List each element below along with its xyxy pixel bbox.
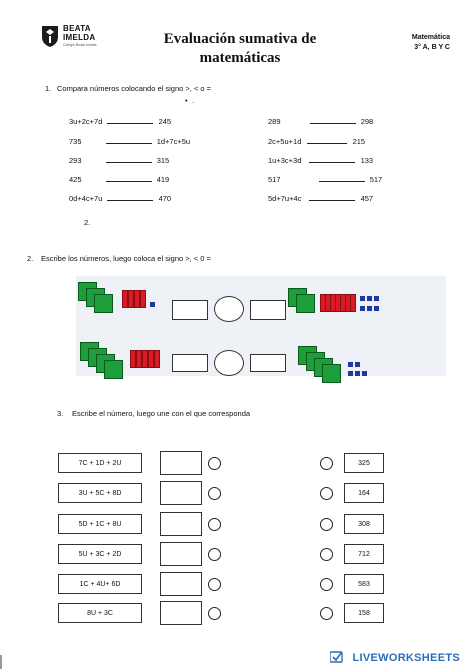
- liveworksheets-brand[interactable]: LIVEWORKSHEETS: [352, 652, 460, 664]
- compare-right-value: 517: [369, 175, 383, 184]
- hundreds-block: [296, 294, 315, 313]
- manipulatives-row: [76, 336, 446, 386]
- answer-blank[interactable]: [106, 142, 152, 144]
- answer-blank[interactable]: [309, 199, 355, 201]
- unit-cube: [362, 371, 367, 376]
- match-dot-left[interactable]: [208, 487, 221, 500]
- compare-row: [69, 117, 171, 126]
- expression-box: 7C + 1D + 2U: [58, 453, 142, 473]
- expression-box: 1C + 4U+ 6D: [58, 574, 142, 594]
- match-dot-left[interactable]: [208, 578, 221, 591]
- list-number: 2.: [84, 218, 91, 227]
- unit-cube: [150, 302, 155, 307]
- hundreds-block: [104, 360, 123, 379]
- liveworksheets-logo-icon: [330, 651, 344, 663]
- tens-bar: [140, 290, 146, 308]
- compare-left-value: 0d+4c+7u: [69, 194, 103, 203]
- unit-cube: [355, 371, 360, 376]
- school-logo-name: [63, 24, 95, 42]
- unit-cube: [367, 296, 372, 301]
- logo-line-2: IMELDA: [63, 33, 96, 42]
- q1-dot: .: [192, 96, 195, 105]
- q2-instruction: Escribe los números, luego coloca el signo >, < 0 =: [41, 254, 211, 263]
- unit-cube: [355, 362, 360, 367]
- answer-blank[interactable]: [106, 161, 152, 163]
- compare-left-value: 735: [69, 137, 82, 146]
- match-dot-right[interactable]: [320, 487, 333, 500]
- sign-answer-oval[interactable]: [214, 350, 244, 376]
- unit-cube: [348, 362, 353, 367]
- number-answer-box[interactable]: [172, 300, 208, 320]
- match-dot-right[interactable]: [320, 457, 333, 470]
- compare-row: [69, 156, 169, 165]
- number-answer-box[interactable]: [250, 354, 286, 372]
- compare-left-value: 5d+7u+4c: [268, 194, 302, 203]
- answer-box[interactable]: [160, 481, 202, 505]
- compare-right-value: 315: [156, 156, 170, 165]
- compare-row: [69, 137, 190, 146]
- compare-right-value: 298: [360, 117, 374, 126]
- compare-row: [268, 175, 382, 184]
- tens-bar: [350, 294, 356, 312]
- compare-left-value: 1u+3c+3d: [268, 156, 302, 165]
- subject-name: Matemática: [411, 34, 450, 41]
- number-box: 308: [344, 514, 384, 534]
- compare-left-value: 293: [69, 156, 82, 165]
- answer-blank[interactable]: [107, 199, 153, 201]
- q3-instruction: Escribe el número, luego une con el que corresponda: [72, 409, 251, 418]
- compare-right-value: 470: [158, 194, 172, 203]
- logo-subtitle: Colegio Beata Imelda: [63, 43, 97, 47]
- subject-block: [370, 33, 450, 53]
- answer-box[interactable]: [160, 572, 202, 596]
- compare-left-value: 517: [268, 175, 281, 184]
- compare-left-value: 3u+2c+7d: [69, 117, 103, 126]
- q2-number: 2.: [27, 254, 34, 263]
- expression-box: 5D + 1C + 8U: [58, 514, 142, 534]
- grade-label: 3° A, B Y C: [414, 44, 450, 51]
- unit-cube: [374, 296, 379, 301]
- match-dot-left[interactable]: [208, 548, 221, 561]
- compare-right-value: 245: [158, 117, 172, 126]
- match-dot-left[interactable]: [208, 607, 221, 620]
- compare-row: [69, 194, 171, 203]
- compare-right-value: 1d+7c+5u: [156, 137, 191, 146]
- q1-bullet: •: [185, 96, 188, 105]
- match-dot-left[interactable]: [208, 518, 221, 531]
- hundreds-block: [94, 294, 113, 313]
- compare-row: [69, 175, 169, 184]
- number-box: 583: [344, 574, 384, 594]
- compare-row: [268, 117, 373, 126]
- number-box: 164: [344, 483, 384, 503]
- number-box: 325: [344, 453, 384, 473]
- compare-row: [268, 156, 373, 165]
- number-answer-box[interactable]: [250, 300, 286, 320]
- answer-blank[interactable]: [309, 161, 355, 163]
- q3-number: 3.: [57, 409, 64, 418]
- expression-box: 8U + 3C: [58, 603, 142, 623]
- compare-left-value: 2c+5u+1d: [268, 137, 302, 146]
- compare-left-value: 425: [69, 175, 82, 184]
- compare-right-value: 419: [156, 175, 170, 184]
- compare-right-value: 215: [352, 137, 366, 146]
- answer-box[interactable]: [160, 512, 202, 536]
- compare-left-value: 289: [268, 117, 281, 126]
- unit-cube: [374, 306, 379, 311]
- match-dot-right[interactable]: [320, 578, 333, 591]
- answer-blank[interactable]: [106, 180, 152, 182]
- compare-row: [268, 194, 373, 203]
- answer-blank[interactable]: [107, 122, 153, 124]
- match-dot-left[interactable]: [208, 457, 221, 470]
- unit-cube: [360, 296, 365, 301]
- answer-blank[interactable]: [319, 180, 365, 182]
- q1-number: 1.: [45, 84, 52, 93]
- school-shield-icon: [40, 24, 60, 48]
- answer-box[interactable]: [160, 451, 202, 475]
- hundreds-block: [322, 364, 341, 383]
- answer-box[interactable]: [160, 542, 202, 566]
- match-dot-right[interactable]: [320, 607, 333, 620]
- answer-box[interactable]: [160, 601, 202, 625]
- compare-row: [268, 137, 365, 146]
- compare-right-value: 133: [360, 156, 374, 165]
- page-edge-mark: [0, 655, 2, 669]
- expression-box: 3U + 5C + 8D: [58, 483, 142, 503]
- match-dot-right[interactable]: [320, 548, 333, 561]
- q1-instruction: Compara números colocando el signo >, < o =: [57, 84, 212, 93]
- number-box: 158: [344, 603, 384, 623]
- page-title: Evaluación sumativa de matemáticas: [163, 31, 317, 66]
- unit-cube: [367, 306, 372, 311]
- number-answer-box[interactable]: [172, 354, 208, 372]
- sign-answer-oval[interactable]: [214, 296, 244, 322]
- answer-blank[interactable]: [310, 122, 356, 124]
- logo-line-1: BEATA: [63, 24, 91, 33]
- match-dot-right[interactable]: [320, 518, 333, 531]
- number-box: 712: [344, 544, 384, 564]
- compare-right-value: 457: [360, 194, 374, 203]
- answer-blank[interactable]: [307, 142, 347, 144]
- tens-bar: [154, 350, 160, 368]
- unit-cube: [360, 306, 365, 311]
- unit-cube: [348, 371, 353, 376]
- expression-box: 5U + 3C + 2D: [58, 544, 142, 564]
